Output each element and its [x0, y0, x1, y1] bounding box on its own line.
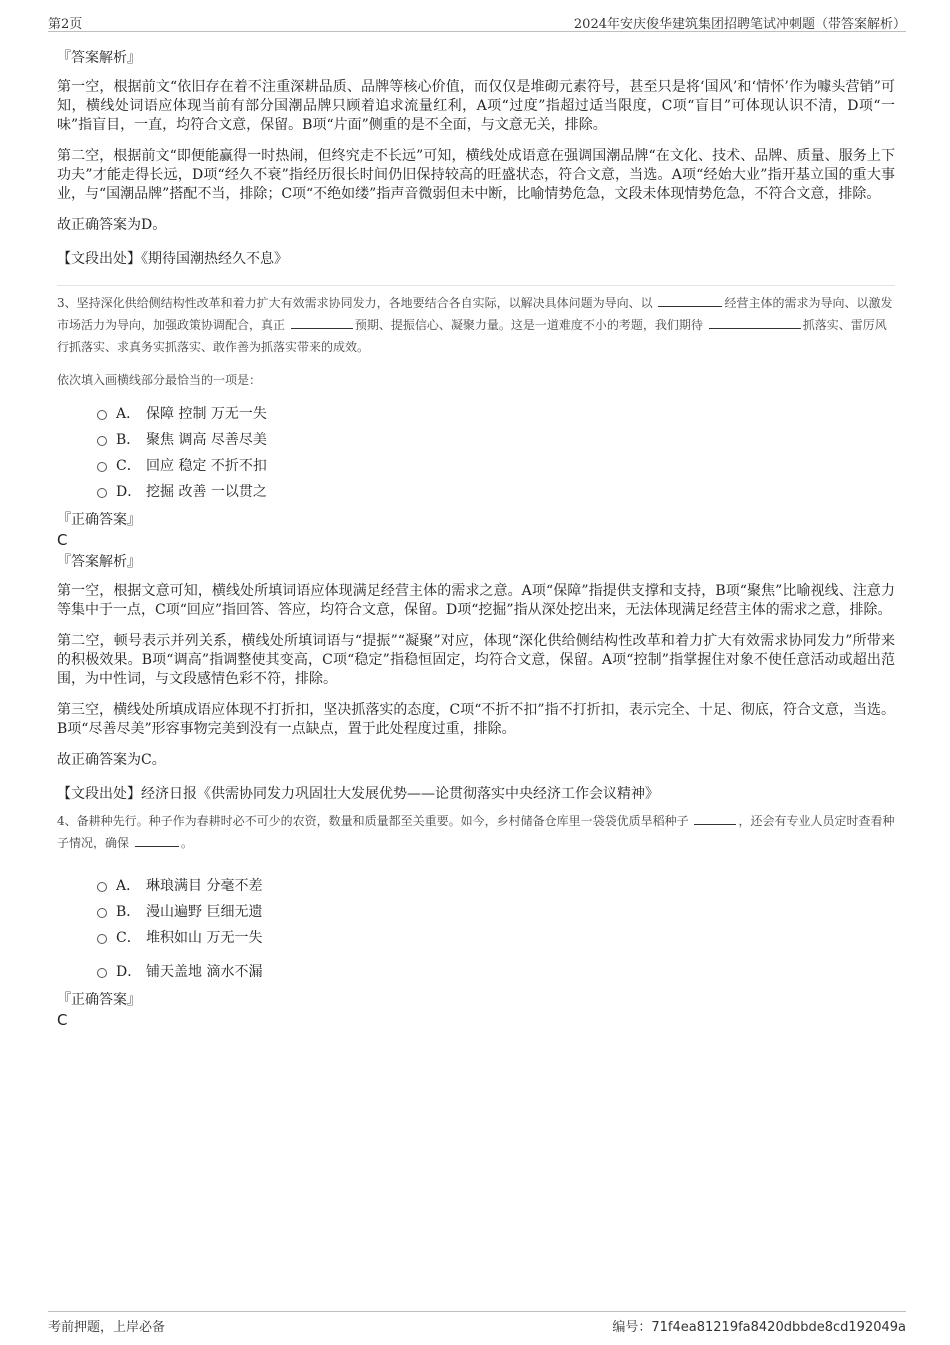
- question-text-part: 3、坚持深化供给侧结构性改革和着力扩大有效需求协同发力，各地要结合各自实际，以解决具体问题为导向、以: [57, 296, 653, 310]
- correct-answer: [57, 510, 895, 550]
- q3-analysis: [57, 552, 895, 804]
- divider: [57, 285, 895, 286]
- question-text-part: ，还会有专业人员定时查看种子情况，确保: [57, 814, 895, 850]
- radio-icon[interactable]: [97, 882, 107, 892]
- page-content: [57, 48, 895, 1030]
- option-letter: D．: [116, 964, 142, 980]
- option-list: [97, 872, 895, 984]
- option-d[interactable]: [97, 958, 895, 984]
- option-text: 铺天盖地 滴水不漏: [146, 964, 263, 980]
- option-text: 聚焦 调高 尽善尽美: [146, 432, 267, 448]
- question-text: [57, 292, 895, 358]
- option-letter: B．: [116, 432, 141, 448]
- page-number: 第2页: [48, 17, 83, 32]
- option-text: 回应 稳定 不折不扣: [146, 458, 267, 474]
- option-letter: C．: [116, 930, 141, 946]
- question-text-part: 预期、提振信心、凝聚力量。这是一道难度不小的考题，我们期待: [354, 318, 703, 332]
- question-text: [57, 810, 895, 854]
- question-text-part: 抓落实、雷厉风行抓落实、求真务实抓落实、敢作善为抓落实带来的成效。: [57, 318, 887, 354]
- page-header: [48, 10, 906, 32]
- option-a[interactable]: [97, 400, 895, 426]
- analysis-paragraph: 第一空，根据文意可知，横线处所填词语应体现满足经营主体的需求之意。A项“保障”指提供支撑和支持，B项“聚焦”比喻视线、注意力等集中于一点，C项“回应”指回答、答应，均符合文意，保留。D项“挖掘”指从深处挖出来，无法体现满足经营主体的需求之意，排除。: [57, 583, 895, 618]
- fill-blank: [658, 293, 722, 307]
- question-text-part: 经营主体的需求为导向、以激发市场活力为导向，加强政策协调配合，真正: [57, 296, 893, 332]
- question-4: [57, 810, 895, 1030]
- document-code: [612, 1316, 906, 1335]
- radio-icon[interactable]: [97, 968, 107, 978]
- question-prompt: 依次填入画横线部分最恰当的一项是：: [57, 373, 262, 387]
- correct-answer: [57, 990, 895, 1030]
- source-line: [57, 784, 895, 804]
- fill-blank: [694, 811, 736, 825]
- analysis-label: 『答案解析』: [57, 554, 141, 570]
- option-text: 挖掘 改善 一以贯之: [146, 484, 267, 500]
- option-d[interactable]: [97, 478, 895, 504]
- option-letter: A．: [116, 406, 141, 422]
- question-text-part: 4、备耕种先行。种子作为春耕时必不可少的农资，数量和质量都至关重要。如今，乡村储备仓库里一袋袋优质旱稻种子: [57, 814, 689, 828]
- analysis-paragraph: 第二空，顿号表示并列关系，横线处所填词语与“提振”“凝聚”对应，体现“深化供给侧结构性改革和着力扩大有效需求协同发力”所带来的积极效果。B项“调高”指调整使其变高，C项“稳定”指稳恒固定，均符合文意，保留。A项“控制”指掌握住对象不使任意活动或超出范围，为中性词，与文段感情色彩不符，排除。: [57, 633, 895, 687]
- option-text: 堆积如山 万无一失: [146, 930, 263, 946]
- analysis-paragraph: 故正确答案为D。: [57, 217, 167, 233]
- radio-icon[interactable]: [97, 934, 107, 944]
- source-text: 《期待国潮热经久不息》: [141, 251, 288, 267]
- option-letter: C．: [116, 458, 141, 474]
- option-c[interactable]: [97, 452, 895, 478]
- option-b[interactable]: [97, 898, 895, 924]
- radio-icon[interactable]: [97, 462, 107, 472]
- answer-label: 『正确答案』: [57, 512, 141, 528]
- answer-value: C: [57, 1011, 68, 1029]
- option-letter: B．: [116, 904, 141, 920]
- answer-label: 『正确答案』: [57, 992, 141, 1008]
- fill-blank: [709, 315, 801, 329]
- code-label: 编号：: [612, 1320, 652, 1335]
- source-text: 经济日报《供需协同发力巩固壮大发展优势——论贯彻落实中央经济工作会议精神》: [141, 786, 659, 802]
- analysis-paragraph: 第二空，根据前文“即便能赢得一时热闹，但终究走不长远”可知，横线处成语意在强调国潮品牌“在文化、技术、品牌、质量、服务上下功夫”才能走得长远，D项“经久不衰”指经历很长时间仍旧保持较高的旺盛状态，符合文意，当选。A项“经始大业”指开基立国的重大事业，与“国潮品牌”搭配不当，排除；C项“不绝如缕”指声音微弱但未中断，比喻情势危急，文段未体现情势危急，不符合文意，排除。: [57, 148, 895, 202]
- source-label: 【文段出处】: [57, 786, 141, 802]
- option-list: [97, 400, 895, 504]
- footer-note: 考前押题，上岸必备: [48, 1320, 166, 1335]
- analysis-paragraph: 第一空，根据前文“依旧存在着不注重深耕品质、品牌等核心价值，而仅仅是堆砌元素符号，甚至只是将‘国风’和‘情怀’作为噱头营销”可知，横线处词语应体现当前有部分国潮品牌只顾着追求流量红利，A项“过度”指超过适当限度，C项“盲目”可体现认识不清，D项“一味”指盲目，一直，均符合文意，保留。B项“片面”侧重的是不全面，与文意无关，排除。: [57, 79, 895, 133]
- q2-analysis: [57, 48, 895, 269]
- radio-icon[interactable]: [97, 488, 107, 498]
- page-footer: [48, 1311, 906, 1335]
- source-line: [57, 249, 895, 269]
- option-c[interactable]: [97, 924, 895, 950]
- code-value: 71f4ea81219fa8420dbbde8cd192049a: [651, 1320, 906, 1335]
- option-text: 琳琅满目 分毫不差: [146, 878, 263, 894]
- analysis-paragraph: 故正确答案为C。: [57, 752, 166, 768]
- option-b[interactable]: [97, 426, 895, 452]
- radio-icon[interactable]: [97, 436, 107, 446]
- option-letter: D．: [116, 484, 142, 500]
- source-label: 【文段出处】: [57, 251, 141, 267]
- question-3: [57, 292, 895, 804]
- fill-blank: [291, 315, 353, 329]
- option-a[interactable]: [97, 872, 895, 898]
- option-letter: A．: [116, 878, 141, 894]
- radio-icon[interactable]: [97, 908, 107, 918]
- radio-icon[interactable]: [97, 410, 107, 420]
- option-text: 保障 控制 万无一失: [146, 406, 267, 422]
- fill-blank: [135, 833, 179, 847]
- analysis-paragraph: 第三空，横线处所填成语应体现不打折扣，坚决抓落实的态度，C项“不折不扣”指不打折扣，表示完全、十足、彻底，符合文意，当选。B项“尽善尽美”形容事物完美到没有一点缺点，置于此处程度过重，排除。: [57, 702, 895, 737]
- question-text-part: 。: [180, 836, 193, 850]
- document-title: 2024年安庆俊华建筑集团招聘笔试冲刺题（带答案解析）: [573, 17, 906, 32]
- answer-value: C: [57, 531, 68, 549]
- analysis-label: 『答案解析』: [57, 50, 141, 66]
- option-text: 漫山遍野 巨细无遗: [146, 904, 263, 920]
